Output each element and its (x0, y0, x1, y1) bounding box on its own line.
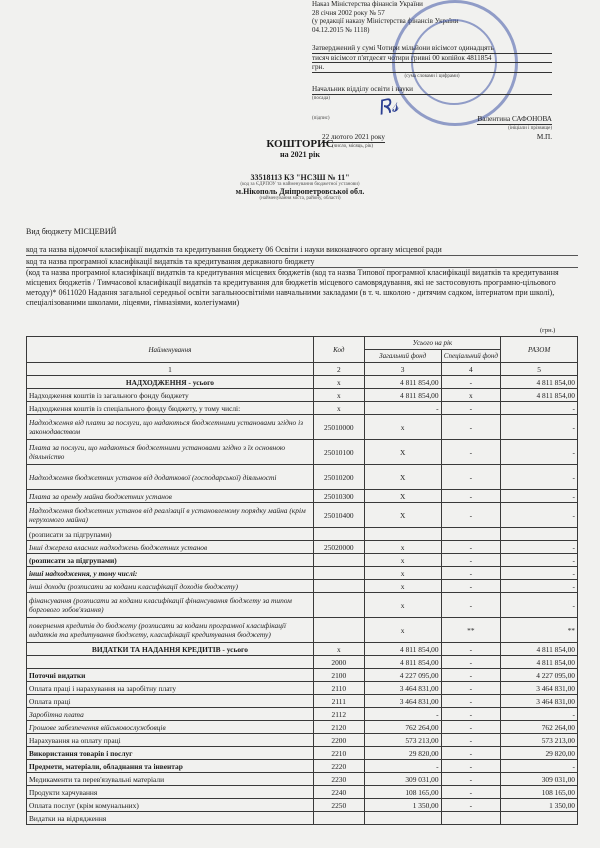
cell-name: Оплата послуг (крім комунальних) (27, 799, 314, 812)
table-row (27, 708, 578, 721)
cell-spec: - (441, 567, 501, 580)
cell-total: - (501, 593, 578, 618)
approval-date: 22 лютого 2021 року (322, 133, 385, 141)
cell-name: Медикаменти та перев'язувальні матеріали (27, 773, 314, 786)
cell-gen: x (364, 580, 441, 593)
cell-gen: 3 464 831,00 (364, 682, 441, 695)
cell-spec: - (441, 580, 501, 593)
cell-name: Предмети, матеріали, обладнання та інвентар (27, 760, 314, 773)
cell-total: 309 031,00 (501, 773, 578, 786)
cell-name: Використання товарів і послуг (27, 747, 314, 760)
header-name: Найменування (27, 337, 314, 363)
cell-code: 25010200 (313, 465, 364, 490)
cell-name: Надходження коштів із спеціального фонду бюджету, у тому числі: (27, 402, 314, 415)
cell-name: фінансування (розписати за кодами класифікації фінансування бюджету за типом боргового зобов'язання) (27, 593, 314, 618)
cell-total: - (501, 465, 578, 490)
cell-name: Надходження від плати за послуги, що надаються бюджетними установами згідно із законодавством (27, 415, 314, 440)
cell-code: 2210 (313, 747, 364, 760)
cell-spec: - (441, 503, 501, 528)
table-row (27, 618, 578, 643)
cell-total (501, 528, 578, 541)
cell-name: інші надходження, у тому числі: (27, 567, 314, 580)
cell-name: Надходження бюджетних установ від реалізації в установленому порядку майна (крім нерухомого майна) (27, 503, 314, 528)
table-row (27, 541, 578, 554)
cell-gen: 762 264,00 (364, 721, 441, 734)
cell-code: 2110 (313, 682, 364, 695)
cell-gen: 4 811 854,00 (364, 656, 441, 669)
cell-total: 4 811 854,00 (501, 376, 578, 389)
header-line-3: (у редакції наказу Міністерства фінансів України (312, 17, 459, 25)
cell-code: 2100 (313, 669, 364, 682)
column-number: 2 (313, 363, 364, 376)
cell-total: - (501, 708, 578, 721)
cell-gen: - (364, 760, 441, 773)
table-row (27, 786, 578, 799)
cell-spec: x (441, 389, 501, 402)
table-row (27, 554, 578, 567)
cell-code (313, 580, 364, 593)
cell-spec: - (441, 773, 501, 786)
cell-total: - (501, 440, 578, 465)
header-line-4: 04.12.2015 № 1118) (312, 25, 370, 34)
cell-name (27, 656, 314, 669)
cell-spec: - (441, 708, 501, 721)
cell-code: 25010000 (313, 415, 364, 440)
table-row (27, 490, 578, 503)
table-row (27, 389, 578, 402)
cell-total: - (501, 567, 578, 580)
cell-code: 2250 (313, 799, 364, 812)
cell-spec: - (441, 656, 501, 669)
code-line-3: (код та назва програмної класифікації видатків та кредитування місцевих бюджетів (код та назва Типової програмної класифікації видатків та кредитування місцевих бюджетів / Тимчасової класифікації видатків та кредитування для бюджетів місцевого самоврядування, які не застосовують програмно-цільового методу)* 0611020 Надання загальної середньої освіти загальноосвітніми навчальними закладами (в т. ч. школою - дитячим садком, інтернатом при школі), спеціалізованими школами, ліцеями, гімназіями, колегіумами) (26, 268, 559, 307)
cell-gen: x (364, 541, 441, 554)
city-name: м.Нікополь Дніпропетровської обл. (235, 187, 365, 196)
cell-spec: - (441, 643, 501, 656)
document-title: КОШТОРИС (266, 138, 334, 150)
header-special: Спеціальний фонд (441, 350, 501, 363)
approval-text-1: Затверджений у сумі Чотири мільйони вісімсот одинадцять (312, 44, 552, 54)
header-line-1: Наказ Міністерства фінансів України (312, 0, 423, 8)
table-row (27, 415, 578, 440)
cell-code: 25010100 (313, 440, 364, 465)
cell-code: x (313, 643, 364, 656)
cell-total: ** (501, 618, 578, 643)
cell-gen: X (364, 440, 441, 465)
cell-name: (розписати за підгрупами) (27, 554, 314, 567)
table-row (27, 721, 578, 734)
cell-total: - (501, 580, 578, 593)
cell-gen: x (364, 593, 441, 618)
cell-spec: - (441, 669, 501, 682)
table-row (27, 734, 578, 747)
cell-code (313, 812, 364, 825)
cell-total: 108 165,00 (501, 786, 578, 799)
cell-name: Надходження коштів із загального фонду бюджету (27, 389, 314, 402)
cell-name: Плата за послуги, що надаються бюджетними установами згідно з їх основною діяльністю (27, 440, 314, 465)
cell-name: ВИДАТКИ ТА НАДАННЯ КРЕДИТІВ - усього (27, 643, 314, 656)
code-line-2: код та назва програмної класифікації видатків та кредитування державного бюджету (26, 257, 578, 268)
name-caption: (ініціали і прізвище) (508, 125, 552, 131)
column-number: 4 (441, 363, 501, 376)
cell-name: Оплата праці і нарахування на заробітну плату (27, 682, 314, 695)
approval-head-line: Начальник відділу освіти і науки (312, 85, 552, 95)
cell-spec: - (441, 415, 501, 440)
header-year: Усього на рік (364, 337, 500, 350)
table-row (27, 440, 578, 465)
approval-caption-1: (сума словами і цифрами) (404, 73, 460, 79)
table-row (27, 402, 578, 415)
cell-gen: 4 227 095,00 (364, 669, 441, 682)
cell-spec: - (441, 440, 501, 465)
cell-total: 3 464 831,00 (501, 695, 578, 708)
cell-spec: - (441, 490, 501, 503)
header-line-2: 28 січня 2002 року № 57 (312, 8, 385, 17)
cell-name: Надходження бюджетних установ від додаткової (господарської) діяльності (27, 465, 314, 490)
cell-total: - (501, 541, 578, 554)
cell-name: Інші джерела власних надходжень бюджетних установ (27, 541, 314, 554)
cell-total: 1 350,00 (501, 799, 578, 812)
cell-name: Нарахування на оплату праці (27, 734, 314, 747)
cell-name: Продукти харчування (27, 786, 314, 799)
institution-caption: (код за ЄДРПОУ та найменування бюджетної установи) (240, 182, 360, 187)
cell-total (501, 812, 578, 825)
cell-code: 25010300 (313, 490, 364, 503)
table-row (27, 580, 578, 593)
cell-code: 25020000 (313, 541, 364, 554)
cell-spec: - (441, 734, 501, 747)
table-row (27, 465, 578, 490)
cell-gen: X (364, 465, 441, 490)
cell-code (313, 618, 364, 643)
cell-code: x (313, 402, 364, 415)
approval-caption-2: (посада) (312, 95, 330, 101)
cell-code: 2000 (313, 656, 364, 669)
column-number: 3 (364, 363, 441, 376)
cell-spec: - (441, 747, 501, 760)
cell-total: - (501, 402, 578, 415)
city-caption: (найменування міста, району, області) (259, 196, 341, 201)
cell-spec: - (441, 554, 501, 567)
cell-gen: 3 464 831,00 (364, 695, 441, 708)
estimate-table (26, 336, 578, 825)
cell-gen: 4 811 854,00 (364, 389, 441, 402)
table-row (27, 682, 578, 695)
header-general: Загальний фонд (364, 350, 441, 363)
cell-spec: - (441, 465, 501, 490)
cell-gen: x (364, 415, 441, 440)
unit-label: (грн.) (540, 327, 556, 334)
cell-total: 573 213,00 (501, 734, 578, 747)
cell-name: Грошове забезпечення військовослужбовців (27, 721, 314, 734)
cell-total: 762 264,00 (501, 721, 578, 734)
cell-gen: 1 350,00 (364, 799, 441, 812)
cell-code: x (313, 389, 364, 402)
cell-gen (364, 528, 441, 541)
cell-spec: - (441, 541, 501, 554)
cell-code: 2200 (313, 734, 364, 747)
institution-name: 33518113 КЗ "НСЗШ № 11" (250, 173, 350, 182)
signature-caption: (підпис) (312, 116, 330, 121)
cell-total: 4 811 854,00 (501, 643, 578, 656)
column-number: 5 (501, 363, 578, 376)
cell-total: - (501, 490, 578, 503)
table-row (27, 593, 578, 618)
approval-block (312, 44, 552, 151)
cell-spec (441, 528, 501, 541)
cell-total: 29 820,00 (501, 747, 578, 760)
cell-total: 4 811 854,00 (501, 389, 578, 402)
cell-total: - (501, 554, 578, 567)
cell-total: - (501, 503, 578, 528)
cell-spec: - (441, 682, 501, 695)
cell-spec: - (441, 402, 501, 415)
signature-icon: Ꮢ𝓈 (375, 92, 401, 120)
cell-gen: - (364, 402, 441, 415)
seal-place: М.П. (536, 133, 552, 141)
cell-name: Плата за оренду майна бюджетних установ (27, 490, 314, 503)
cell-code: 25010400 (313, 503, 364, 528)
cell-gen: X (364, 490, 441, 503)
cell-name: Видатки на відрядження (27, 812, 314, 825)
header-total: РАЗОМ (501, 337, 578, 363)
table-row (27, 747, 578, 760)
approval-text-2: тисяч вісімсот п'ятдесят чотири гривні 00 копійок 4811854 (312, 54, 552, 64)
cell-spec: - (441, 695, 501, 708)
table-row (27, 376, 578, 389)
document-heading (0, 138, 600, 201)
table-row (27, 812, 578, 825)
table-row (27, 695, 578, 708)
budget-type-line: Вид бюджету МІСЦЕВИЙ (26, 227, 117, 236)
document-year: на 2021 рік (280, 150, 320, 159)
cell-name: Заробітна плата (27, 708, 314, 721)
table-body (27, 363, 578, 825)
cell-name: повернення кредитів до бюджету (розписати за кодами програмної класифікації видатків та кредитування бюджету, класифікації кредитування бюджету) (27, 618, 314, 643)
table-row (27, 528, 578, 541)
cell-gen: 4 811 854,00 (364, 376, 441, 389)
cell-gen: x (364, 567, 441, 580)
cell-spec: - (441, 593, 501, 618)
table-row (27, 760, 578, 773)
cell-total: - (501, 415, 578, 440)
cell-name: Оплата праці (27, 695, 314, 708)
cell-name: інші доходи (розписати за кодами класифікації доходів бюджету) (27, 580, 314, 593)
code-line-1: код та назва відомчої класифікації видатків та кредитування бюджету 06 Освіти і науки виконавчого органу місцевої ради (26, 245, 578, 256)
cell-code: x (313, 376, 364, 389)
cell-spec: ** (441, 618, 501, 643)
approval-text-3: грн. (312, 63, 552, 73)
header-code: Код (313, 337, 364, 363)
cell-spec: - (441, 786, 501, 799)
table-row (27, 567, 578, 580)
cell-gen: x (364, 618, 441, 643)
cell-spec: - (441, 721, 501, 734)
table-row (27, 503, 578, 528)
cell-code: 2230 (313, 773, 364, 786)
date-caption: (число, місяць, рік) (332, 143, 374, 149)
cell-total: 3 464 831,00 (501, 682, 578, 695)
cell-spec (441, 812, 501, 825)
cell-code: 2120 (313, 721, 364, 734)
cell-code: 2240 (313, 786, 364, 799)
cell-gen: 573 213,00 (364, 734, 441, 747)
signer-name: Валентина САФОНОВА (477, 115, 552, 123)
table-row (27, 656, 578, 669)
cell-gen: X (364, 503, 441, 528)
table-row (27, 773, 578, 786)
cell-spec: - (441, 760, 501, 773)
column-number: 1 (27, 363, 314, 376)
cell-code: 2112 (313, 708, 364, 721)
cell-name: (розписати за підгрупами) (27, 528, 314, 541)
cell-code (313, 593, 364, 618)
cell-code (313, 567, 364, 580)
cell-gen (364, 812, 441, 825)
cell-total: 4 811 854,00 (501, 656, 578, 669)
cell-code: 2111 (313, 695, 364, 708)
cell-total: 4 227 095,00 (501, 669, 578, 682)
table-row (27, 799, 578, 812)
cell-gen: 4 811 854,00 (364, 643, 441, 656)
cell-spec: - (441, 799, 501, 812)
cell-gen: - (364, 708, 441, 721)
cell-code: 2220 (313, 760, 364, 773)
cell-name: НАДХОДЖЕННЯ - усього (27, 376, 314, 389)
cell-code (313, 554, 364, 567)
cell-spec: - (441, 376, 501, 389)
cell-code (313, 528, 364, 541)
table-row (27, 643, 578, 656)
cell-gen: x (364, 554, 441, 567)
cell-gen: 309 031,00 (364, 773, 441, 786)
cell-gen: 108 165,00 (364, 786, 441, 799)
table-row (27, 669, 578, 682)
cell-gen: 29 820,00 (364, 747, 441, 760)
cell-total: - (501, 760, 578, 773)
cell-name: Поточні видатки (27, 669, 314, 682)
